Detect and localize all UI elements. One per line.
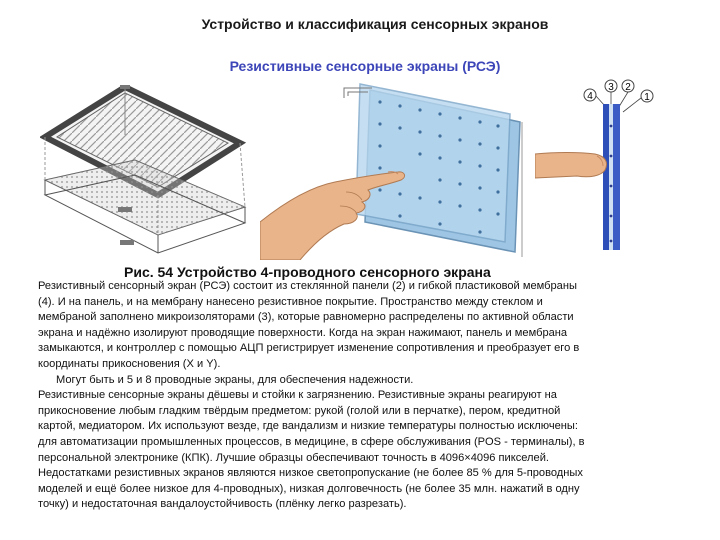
text-line: моделей и ещё более низкое для 4-проводных), низкая долговечность (не более 35 млн. нажатий в одну (38, 482, 580, 495)
text-line: (4). И на панель, и на мембрану нанесено резистивное покрытие. Пространство между стеклом и (38, 295, 543, 308)
label-2: 2 (625, 82, 631, 93)
layers-diagram (40, 85, 255, 260)
finger-side-view (535, 153, 607, 179)
text-line: замыкаются, и контроллер с помощью АЦП регистрирует изменение сопротивления и преобразует его в (38, 342, 580, 355)
text-line: картой, медиатором. Их используют везде, где вандализм и низкие температуры полностью исключены: (38, 420, 578, 433)
text-line: мембраной заполнено микроизоляторами (3), которые равномерно распределены по активной области (38, 311, 574, 324)
cross-section-diagram (535, 76, 665, 256)
body-text (38, 279, 688, 513)
touch-panel-illustration (260, 82, 530, 260)
label-4: 4 (587, 91, 593, 102)
text-line: Могут быть и 5 и 8 проводные экраны, для обеспечения надежности. (56, 373, 414, 386)
callout-4 (584, 89, 596, 102)
text-line: прикосновение любым гладким твёрдым предметом: рукой (голой или в перчатке), пером, кредитной (38, 404, 561, 417)
text-line: для автоматизации промышленных процессов, в медицине, в сфере обслуживания (POS - терминалы), в (38, 435, 585, 448)
text-line: Резистивный сенсорный экран (РСЭ) состоит из стеклянной панели (2) и гибкой пластиковой мембраны (38, 280, 577, 292)
text-line: персональной электронике (КПК). Лучшие образцы обеспечивают точность в 4096×4096 пикселей. (38, 451, 549, 464)
label-1: 1 (644, 92, 650, 103)
membrane-panel (356, 84, 510, 242)
text-line: Недостатками резистивных экранов являются низкое светопропускание (не более 85 % для 5-проводных (38, 467, 583, 480)
callout-3 (605, 80, 617, 93)
text-line: координаты прикосновения (X и Y). (38, 357, 221, 370)
text-line: точку) и недостаточная вандалоустойчивость (плёнку легко разрезать). (38, 498, 407, 511)
glass-layer (613, 104, 620, 250)
figure-caption: Рис. 54 Устройство 4-проводного сенсорного экрана (124, 264, 491, 280)
text-line: экрана и надёжно изолируют проводящие поверхности. Когда на экран нажимают, панель и мембрана (38, 326, 568, 339)
callout-2 (622, 80, 634, 93)
membrane-layer (603, 104, 609, 250)
label-3: 3 (608, 82, 614, 93)
callout-1 (641, 90, 653, 103)
page-title: Устройство и классификация сенсорных экранов (201, 16, 549, 32)
text-line: Резистивные сенсорные экраны дёшевы и стойки к загрязнению. Резистивные экраны реагируют на (38, 389, 557, 402)
page-subtitle: Резистивные сенсорные экраны (РСЭ) (229, 58, 501, 74)
